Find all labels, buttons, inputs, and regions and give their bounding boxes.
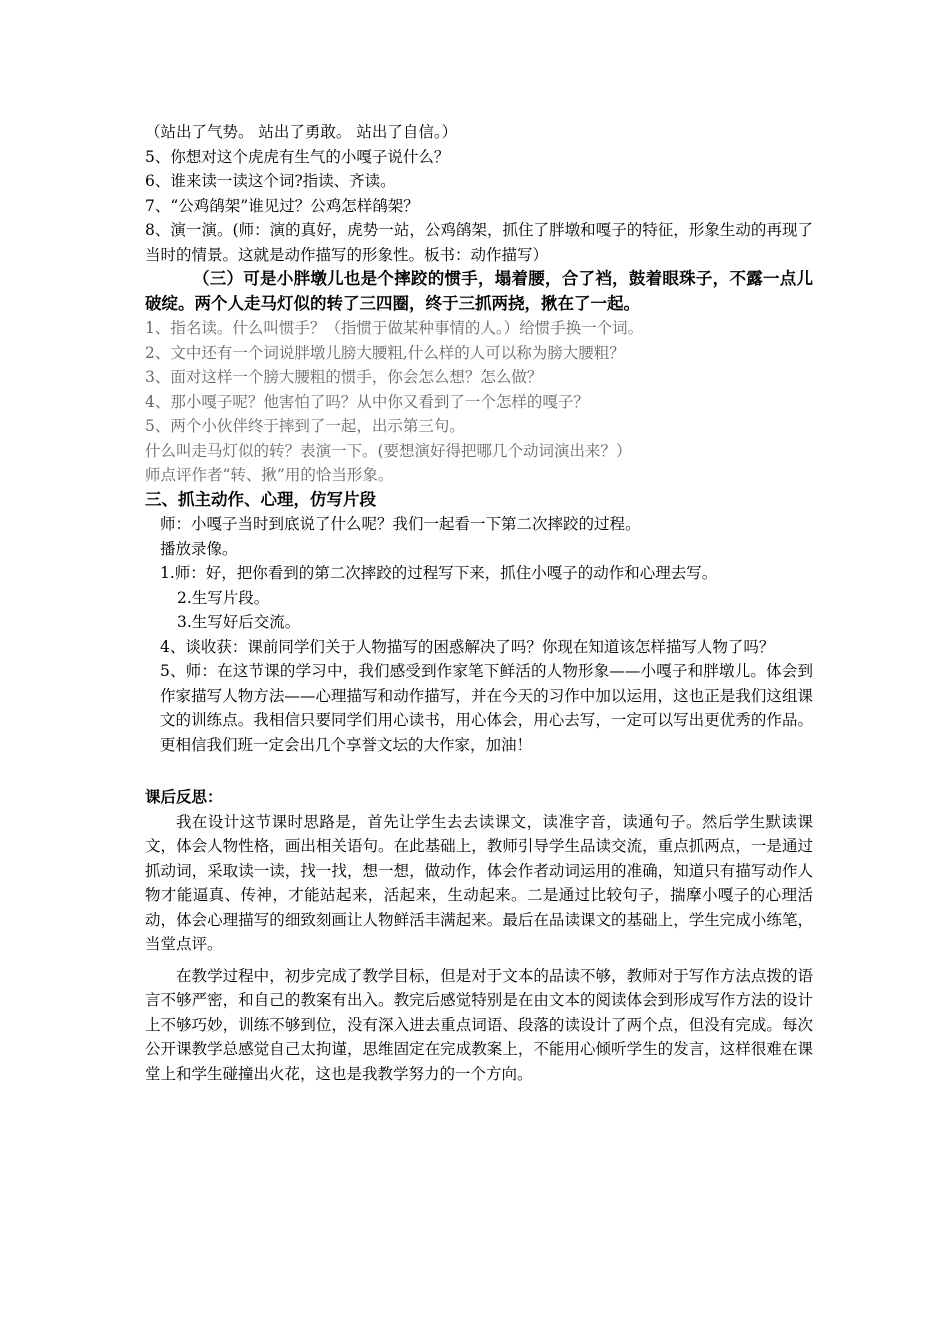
gray-item-4: 4、那小嘎子呢？他害怕了吗？从中你又看到了一个怎样的嘎子？: [145, 392, 589, 411]
step-teacher: 师：小嘎子当时到底说了什么呢？我们一起看一下第二次摔跤的过程。: [160, 515, 641, 533]
reflection-paragraph-1: 我在设计这节课时思路是，首先让学生去去读课文，读准字音，读通句子。然后学生默读课文，体会人物性格，画出相关语句。在此基础上，教师引导学生品读交流，重点抓两点，一是通过抓动词，采取读一读，找一找，想一想，做动作，体会作者动词运用的准确，知道只有描写动作人物才能逼真、传神，才能站起来，活起来，生动起来。二是通过比较句子，揣摩小嘎子的心理活动，体会心理描写的细致刻画让人物鲜活丰满起来。最后在品读课文的基础上，学生完成小练笔，当堂点评。: [145, 812, 813, 953]
section-heading: 三、抓主动作、心理，仿写片段: [145, 489, 376, 509]
question-6: 6、谁来读一读这个词?指读、齐读。: [145, 172, 396, 190]
gray-item-3: 3、面对这样一个膀大腰粗的惯手，你会怎么想？怎么做？: [145, 368, 543, 386]
gray-item-6: 什么叫走马灯似的转？表演一下。(要想演好得把哪几个动词演出来？）: [145, 441, 632, 460]
step-1: 1.师：好，把你看到的第二次摔跤的过程写下来，抓住小嘎子的动作和心理去写。: [160, 564, 718, 582]
reflection-title: 课后反思：: [145, 787, 223, 806]
gray-item-5: 5、两个小伙伴终于摔到了一起，出示第三句。: [145, 417, 465, 435]
gray-item-7: 师点评作者“转、揪”用的恰当形象。: [145, 466, 394, 484]
gray-item-2: 2、文中还有一个词说胖墩儿膀大腰粗,什么样的人可以称为膀大腰粗？: [145, 343, 625, 362]
section-3-quote: （三）可是小胖墩儿也是个摔跤的惯手，塌着腰，合了裆，鼓着眼珠子，不露一点儿破绽。两个人走马灯似的转了三四圈，终于三抓两挠，揪在了一起。: [145, 269, 813, 313]
question-5: 5、你想对这个虎虎有生气的小嘎子说什么？: [145, 147, 450, 166]
step-4: 4、谈收获：课前同学们关于人物描写的困惑解决了吗？你现在知道该怎样描写人物了吗？: [160, 637, 775, 656]
reflection-paragraph-2: 在教学过程中，初步完成了教学目标，但是对于文本的品读不够，教师对于写作方法点拨的语言不够严密，和自己的教案有出入。教完后感觉特别是在由文本的阅读体会到形成写作方法的设计上不够巧妙，训练不够到位，没有深入进去重点词语、段落的读设计了两个点，但没有完成。每次公开课教学总感觉自己太拘谨，思维固定在完成教案上，不能用心倾听学生的发言，这样很难在课堂上和学生碰撞出火花，这也是我教学努力的一个方向。: [145, 966, 813, 1083]
step-2: 2.生写片段。: [177, 588, 270, 607]
step-video: 播放录像。: [160, 539, 238, 558]
question-8: 8、演一演。(师：演的真好，虎势一站，公鸡鹐架，抓住了胖墩和嘎子的特征，形象生动的再现了当时的情景。这就是动作描写的形象性。板书：动作描写）: [145, 221, 813, 264]
question-7: 7、“公鸡鹐架”谁见过？公鸡怎样鹐架？: [145, 196, 419, 215]
answer-line: （站出了气势。 站出了勇敢。 站出了自信。）: [145, 123, 458, 141]
gray-item-1: 1、指名读。什么叫惯手？（指惯于做某种事情的人。）给惯手换一个词。: [145, 319, 644, 337]
step-5: 5、师：在这节课的学习中，我们感受到作家笔下鲜活的人物形象——小嘎子和胖墩儿。体会到作家描写人物方法——心理描写和动作描写，并在今天的习作中加以运用，这也正是我们这组课文的训练点。我相信只要同学们用心读书，用心体会，用心去写，一定可以写出更优秀的作品。更相信我们班一定会出几个享誉文坛的大作家，加油！: [160, 662, 813, 754]
step-3: 3.生写好后交流。: [177, 613, 301, 631]
document-body: [145, 120, 813, 1086]
spacer: [145, 757, 813, 781]
